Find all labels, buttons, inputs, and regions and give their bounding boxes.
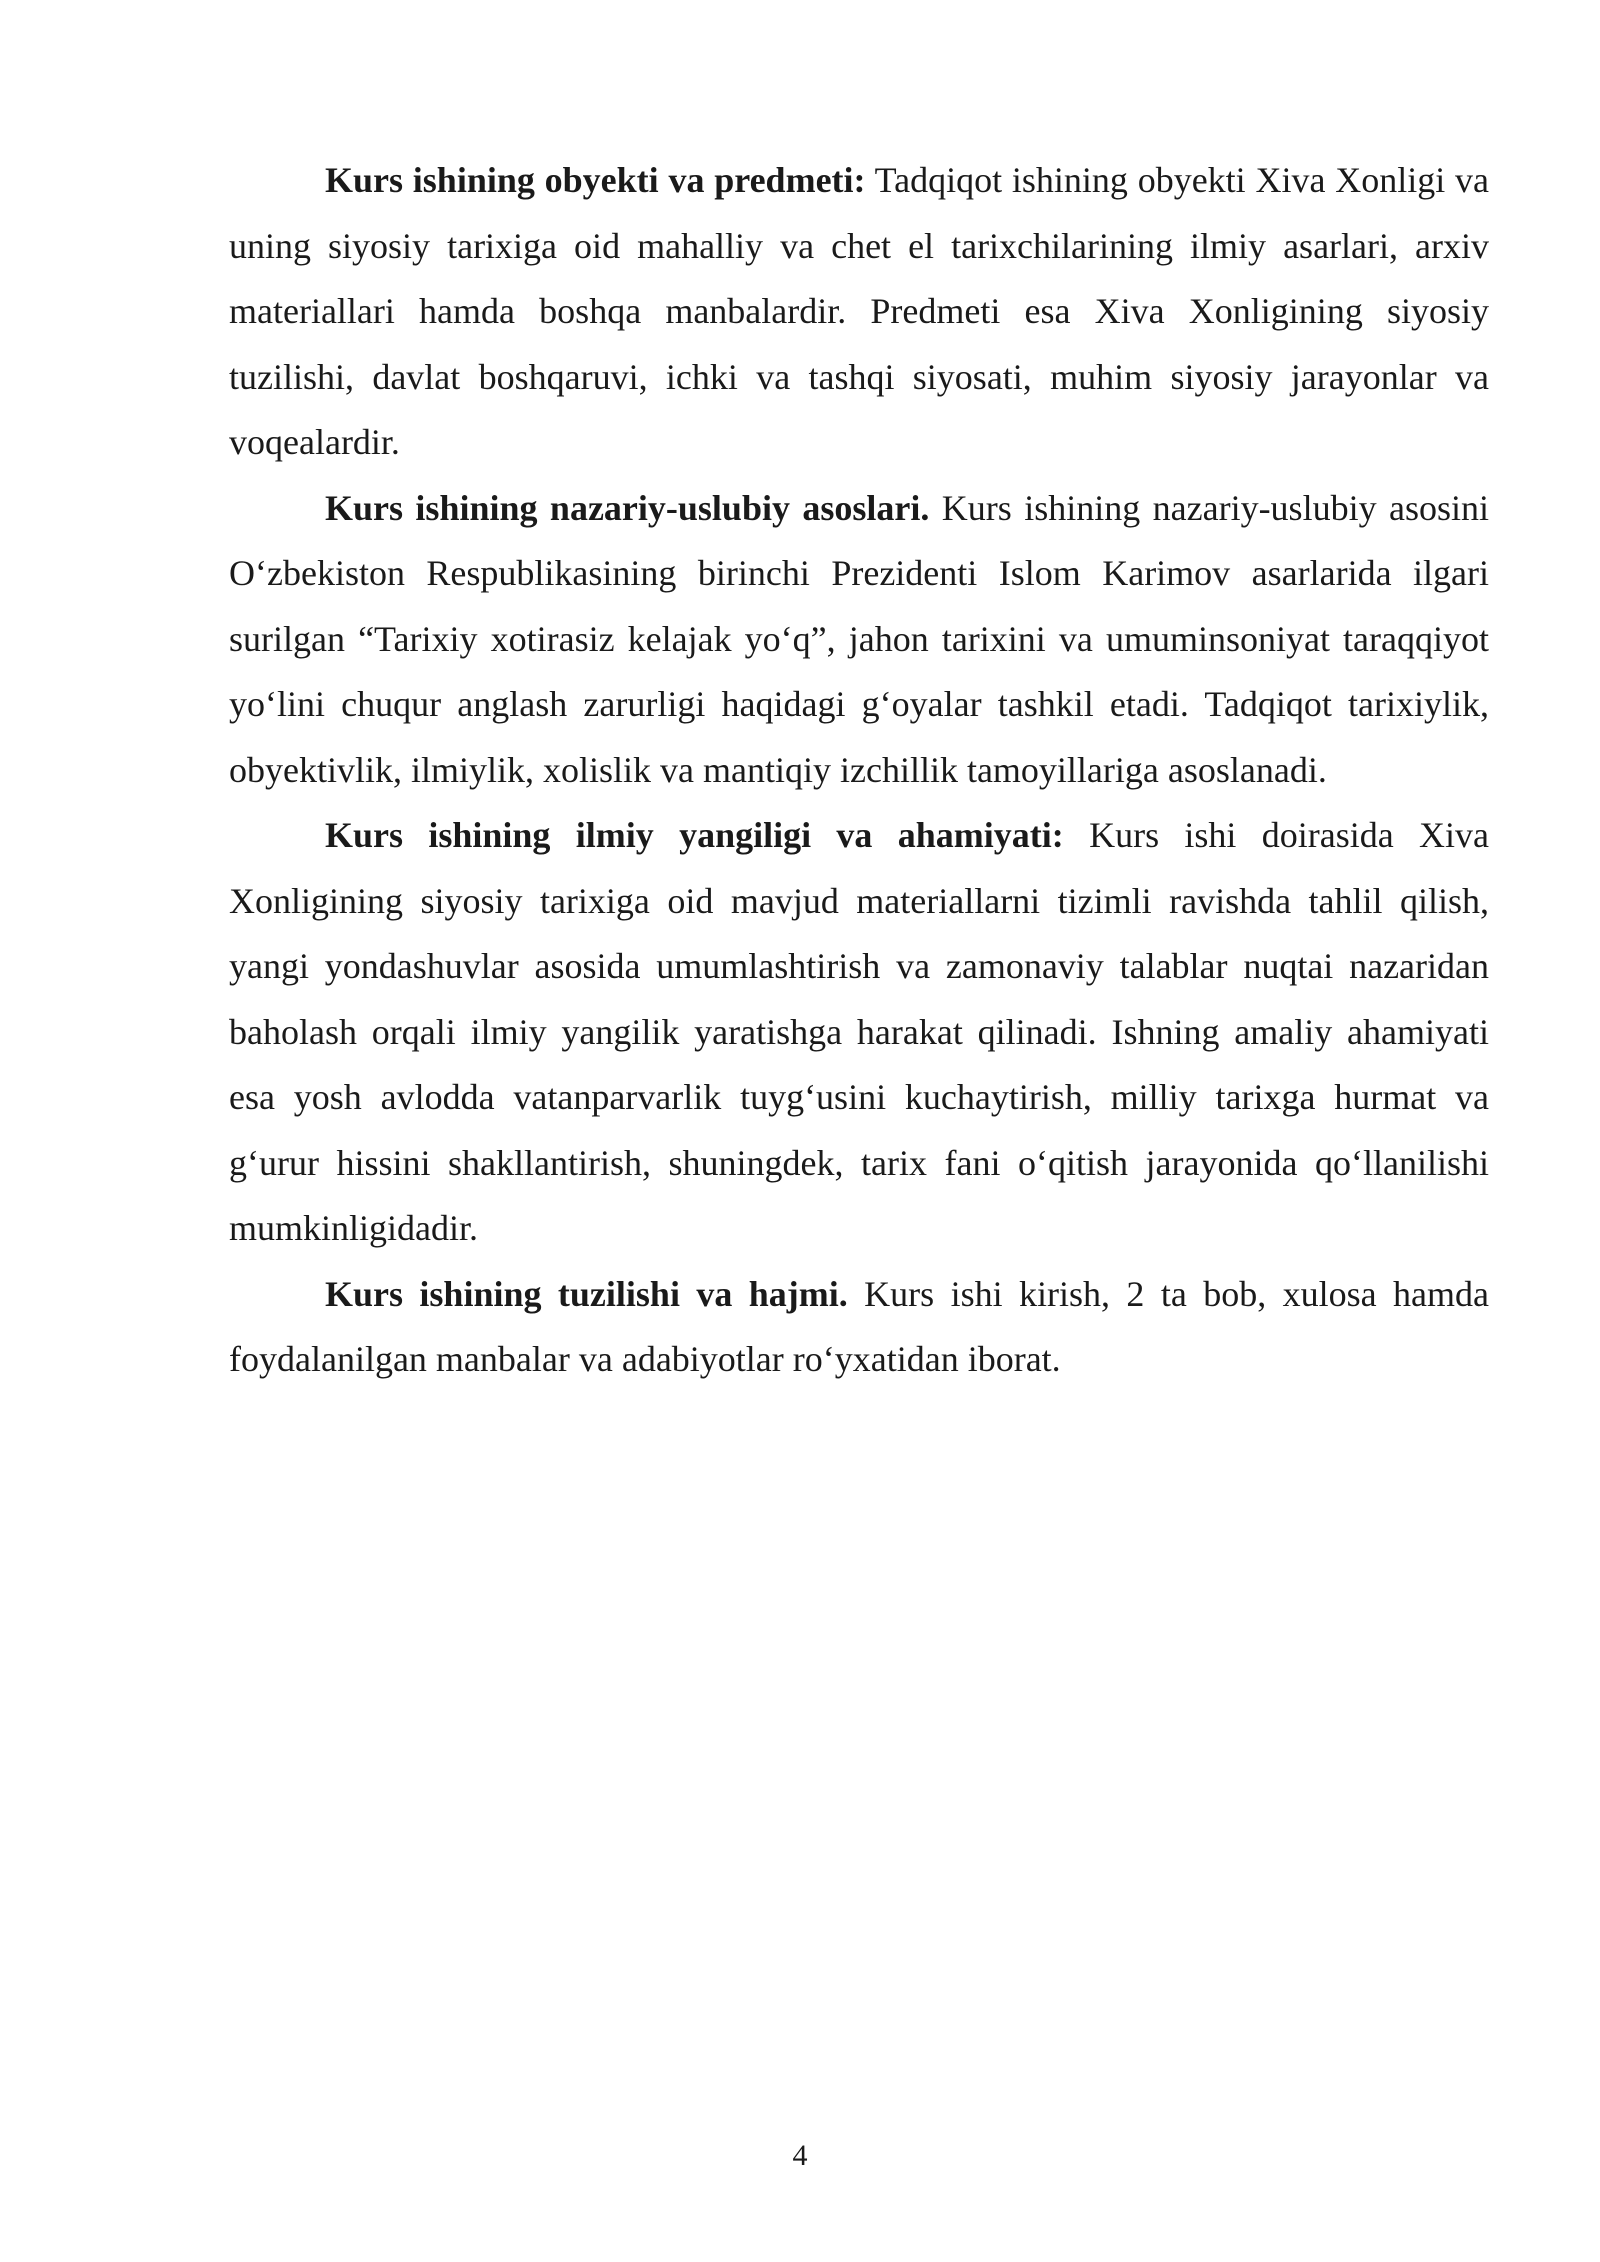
paragraph-text: Kurs ishi kirish, 2 ta bob, xulosa hamda foydalanilgan manbalar va adabiyotlar ro‘yxatidan iborat.: [229, 1273, 1489, 1379]
paragraph-theoretical-basis: [229, 476, 1489, 804]
paragraph-text: Kurs ishi doirasida Xiva Xonligining siyosiy tarixiga oid mavjud materiallarni tizimli ravishda tahlil qilish, yangi yondashuvlar asosida umumlashtirish va zamonaviy talablar nuqtai nazaridan baholash orqali ilmiy yangilik yaratishga harakat qilinadi. Ishning amaliy ahamiyati esa yosh avlodda vatanparvarlik tuyg‘usini kuchaytirish, milliy tarixga hurmat va g‘urur hissini shakllantirish, shuningdek, tarix fani o‘qitish jarayonida qo‘llanilishi mumkinligidadir.: [229, 815, 1490, 1248]
paragraph-text: Tadqiqot ishining obyekti Xiva Xonligi va uning siyosiy tarixiga oid mahalliy va chet el tarixchilarining ilmiy asarlari, arxiv materiallari hamda boshqa manbalardir. Predmeti esa Xiva Xonligining siyosiy tuzilishi, davlat boshqaruvi, ichki va tashqi siyosati, muhim siyosiy jarayonlar va voqealardir.: [229, 160, 1489, 462]
page-number: 4: [792, 2139, 808, 2172]
page-body: [229, 148, 1489, 1393]
paragraph-heading: Kurs ishining tuzilishi va hajmi.: [325, 1273, 848, 1314]
paragraph-heading: Kurs ishining ilmiy yangiligi va ahamiyati:: [325, 815, 1064, 855]
paragraph-object-subject: [229, 148, 1489, 476]
paragraph-text: Kurs ishining nazariy-uslubiy asosini O‘zbekiston Respublikasining birinchi Prezidenti Islom Karimov asarlarida ilgari surilgan “Tarixiy xotirasiz kelajak yo‘q”, jahon tarixini va umuminsoniyat taraqqiyot yo‘lini chuqur anglash zarurligi haqidagi g‘oyalar tashkil etadi. Tadqiqot tarixiylik, obyektivlik, ilmiylik, xolislik va mantiqiy izchillik tamoyillariga asoslanadi.: [229, 487, 1489, 790]
paragraph-novelty-significance: [229, 803, 1489, 1262]
paragraph-structure-volume: [229, 1262, 1489, 1393]
paragraph-heading: Kurs ishining obyekti va predmeti:: [325, 160, 866, 200]
paragraph-heading: Kurs ishining nazariy-uslubiy asoslari.: [325, 487, 930, 528]
